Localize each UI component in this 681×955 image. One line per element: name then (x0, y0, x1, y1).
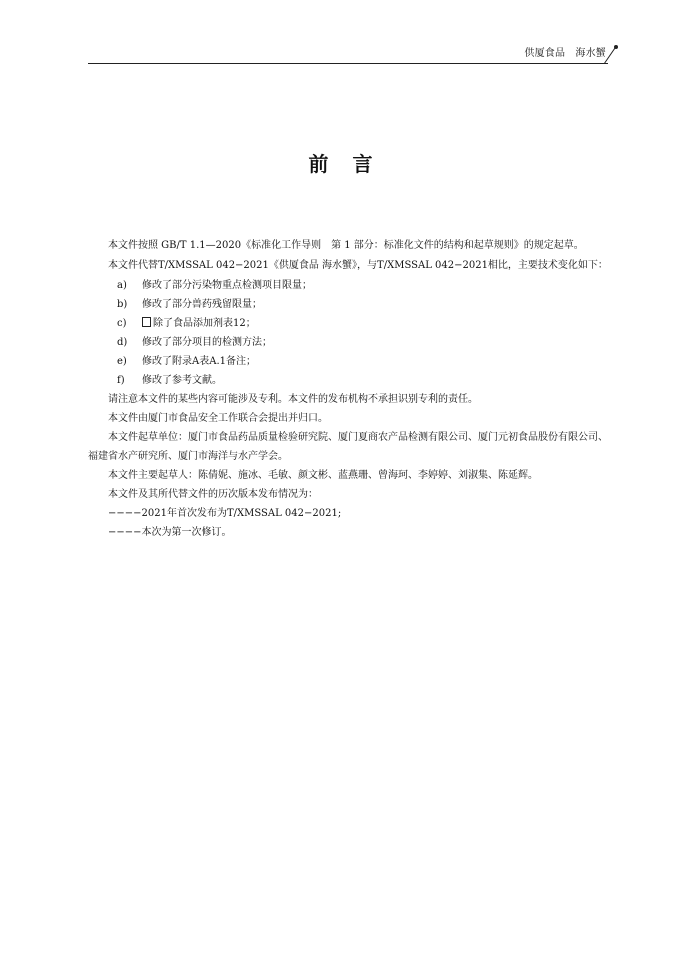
paragraph-history-revision: −−−−本次为第一次修订。 (108, 527, 232, 538)
header-rule (88, 63, 608, 64)
list-marker: e) (117, 356, 127, 367)
header-title: 供厦食品 海水蟹 (524, 48, 606, 59)
paragraph-drafting-rules: 本文件按照 GB/T 1.1—2020《标准化工作导则 第 1 部分：标准化文件的结构和起草规则》的规定起草。 (108, 240, 584, 251)
list-marker: f) (117, 375, 125, 386)
header-corner-mark (602, 42, 620, 64)
paragraph-drafting-units: 本文件起草单位：厦门市食品药品质量检验研究院、厦门夏商农产品检测有限公司、厦门元初食品股份有限公司、福建省水产研究所、厦门市海洋与水产学会。 (88, 432, 608, 462)
paragraph-proposer: 本文件由厦门市食品安全工作联合会提出并归口。 (108, 413, 328, 424)
missing-glyph-box (142, 317, 151, 327)
list-text-with-glyph (142, 314, 256, 333)
list-item (117, 371, 608, 390)
paragraph-patent-notice: 请注意本文件的某些内容可能涉及专利。本文件的发布机构不承担识别专利的责任。 (108, 394, 478, 405)
page-title: 前言 (308, 152, 397, 176)
list-item (117, 314, 608, 333)
list-item (117, 295, 608, 314)
paragraph-history-intro: 本文件及其所代替文件的历次版本发布情况为： (108, 489, 318, 500)
list-text: 修改了部分项目的检测方法； (142, 337, 272, 348)
list-text: 除了食品添加剂表12； (153, 318, 256, 329)
foreword-body (88, 236, 608, 542)
paragraph-history-first: −−−−2021年首次发布为T/XMSSAL 042−2021; (108, 508, 342, 519)
list-item (117, 276, 608, 295)
list-item (117, 333, 608, 352)
list-text: 修改了参考文献。 (142, 375, 222, 386)
changes-list (88, 276, 608, 390)
list-text: 修改了部分兽药残留限量； (142, 299, 262, 310)
paragraph-replacement: 本文件代替T/XMSSAL 042−2021《供厦食品 海水蟹》，与T/XMSSAL 042−2021相比，主要技术变化如下： (108, 260, 608, 271)
list-marker: c) (117, 318, 127, 329)
list-text: 修改了附录A表A.1备注； (142, 356, 256, 367)
paragraph-drafters: 本文件主要起草人：陈倩妮、施冰、毛敏、颜文彬、蓝燕珊、曾海珂、李婷婷、刘淑集、陈延辉。 (108, 470, 538, 481)
list-marker: d) (117, 337, 128, 348)
list-marker: a) (117, 280, 127, 291)
page-header (88, 40, 618, 64)
list-marker: b) (117, 299, 128, 310)
list-item (117, 352, 608, 371)
list-text: 修改了部分污染物重点检测项目限量； (142, 280, 312, 291)
